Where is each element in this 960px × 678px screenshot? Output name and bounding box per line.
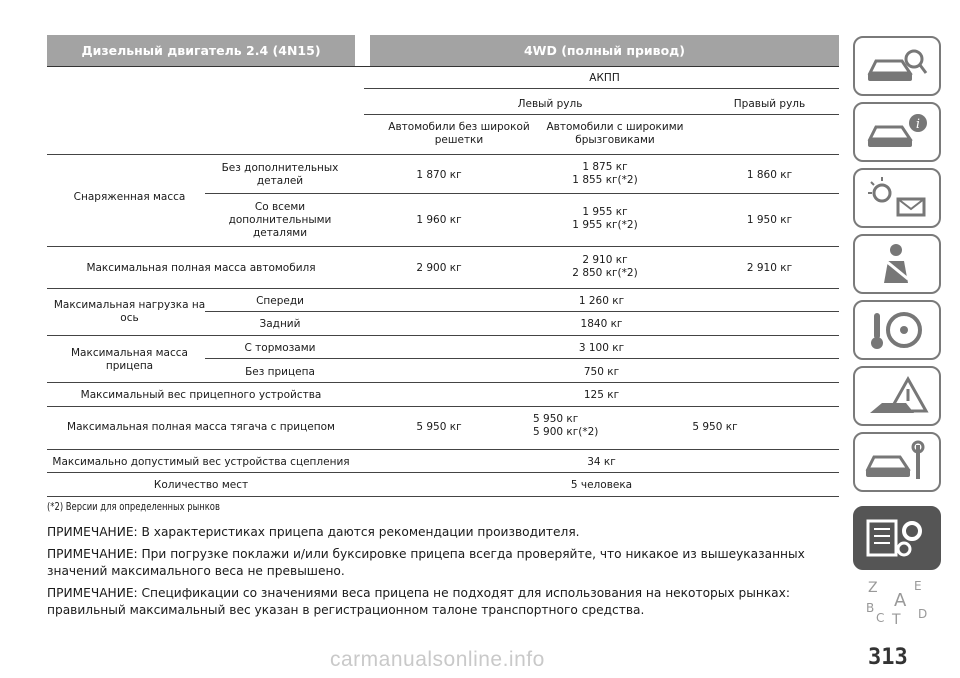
note-2: ПРИМЕЧАНИЕ: При погрузке поклажи и/или буксировке прицепа всегда проверяйте, что никакое из вышеуказанных значений максимального веса не превышено. — [47, 547, 805, 578]
value: 1 870 кг — [416, 169, 462, 181]
front-label: Спереди — [256, 295, 304, 307]
index-letter: Z — [868, 580, 878, 596]
value: 5 950 кг — [692, 421, 738, 433]
trailer-label: Максимальная масса прицепа — [71, 347, 188, 372]
divider — [205, 358, 839, 359]
divider — [47, 406, 839, 407]
left-drive-label: Левый руль — [517, 98, 583, 110]
drive-header: 4WD (полный привод) — [370, 35, 839, 66]
gvw-label: Максимальная полная масса автомобиля — [86, 262, 316, 274]
car-tools-icon[interactable] — [853, 432, 941, 492]
col-no-grille: Автомобили без широкой решетки — [388, 121, 530, 146]
svg-text:i: i — [915, 117, 921, 132]
index-letter: B — [866, 601, 875, 615]
value: 1 875 кг 1 855 кг(*2) — [572, 161, 638, 186]
value: 1 260 кг — [578, 295, 625, 307]
divider — [47, 472, 839, 473]
value: 3 100 кг — [578, 342, 625, 354]
value: 1840 кг — [580, 318, 623, 330]
hitch-label: Максимальный вес прицепного устройства — [80, 389, 322, 401]
car-info-icon[interactable] — [853, 102, 941, 162]
engine-header: Дизельный двигатель 2.4 (4N15) — [47, 35, 355, 66]
index-letter: C — [876, 611, 885, 624]
value: 125 кг — [583, 389, 620, 401]
note-3: ПРИМЕЧАНИЕ: Спецификации со значениями веса прицепа не подходят для использования на некоторых рынках: правильный максимальный вес указан в регистрационном талоне транспортного средства. — [47, 586, 790, 617]
index-letter: A — [894, 590, 907, 611]
divider — [47, 382, 839, 383]
road-warning-icon[interactable] — [853, 366, 941, 426]
index-letter: E — [914, 579, 922, 593]
rear-label: Задний — [259, 318, 301, 330]
divider — [47, 335, 839, 336]
divider — [364, 88, 839, 89]
unbraked-label: Без прицепа — [245, 366, 315, 378]
divider — [47, 449, 839, 450]
divider — [47, 246, 839, 247]
header-rule — [47, 66, 839, 67]
value: 5 950 кг 5 900 кг(*2) — [533, 413, 599, 438]
seatbelt-person-icon[interactable] — [853, 234, 941, 294]
right-drive-label: Правый руль — [733, 98, 806, 110]
warning-lights-icon[interactable] — [853, 168, 941, 228]
value: 1 955 кг 1 955 кг(*2) — [572, 206, 638, 231]
transmission-label: АКПП — [589, 72, 620, 84]
value: 2 910 кг 2 850 кг(*2) — [572, 254, 638, 279]
axle-label: Максимальная нагрузка на ось — [53, 299, 206, 324]
alphabet-index-icon[interactable] — [853, 573, 941, 629]
index-letter: D — [918, 607, 928, 621]
divider — [205, 193, 839, 194]
value: 1 860 кг — [746, 169, 793, 181]
specs-gears-icon[interactable] — [853, 506, 941, 570]
table-bottom-rule — [47, 496, 839, 497]
note-1: ПРИМЕЧАНИЕ: В характеристиках прицепа даются рекомендации производителя. — [47, 525, 580, 539]
divider — [47, 154, 839, 155]
gcw-label: Максимальная полная масса тягача с прицепом — [67, 421, 335, 433]
with-extras-label: Со всеми дополнительными деталями — [228, 201, 332, 239]
watermark: carmanualsonline.info — [330, 648, 545, 671]
value: 2 910 кг — [746, 262, 793, 274]
value: 34 кг — [587, 456, 616, 468]
divider — [364, 114, 839, 115]
value: 750 кг — [583, 366, 620, 378]
value: 2 900 кг — [416, 262, 462, 274]
braked-label: С тормозами — [244, 342, 316, 354]
divider — [205, 311, 839, 312]
steering-key-icon[interactable] — [853, 300, 941, 360]
col-mudflaps: Автомобили с широкими брызговиками — [546, 121, 684, 146]
seats-label: Количество мест — [153, 479, 249, 491]
coupling-label: Максимально допустимый вес устройства сцепления — [52, 456, 350, 468]
value: 1 960 кг — [416, 214, 462, 226]
index-letter: T — [892, 612, 901, 624]
value: 5 человека — [570, 479, 633, 491]
value: 1 950 кг — [746, 214, 793, 226]
car-search-icon[interactable] — [853, 36, 941, 96]
divider — [47, 288, 839, 289]
curb-weight-label: Снаряженная масса — [73, 191, 186, 203]
no-extras-label: Без дополнительных деталей — [221, 162, 339, 187]
page-number: 313 — [868, 645, 908, 670]
footnote: (*2) Версии для определенных рынков — [47, 500, 220, 513]
value: 5 950 кг — [416, 421, 462, 433]
